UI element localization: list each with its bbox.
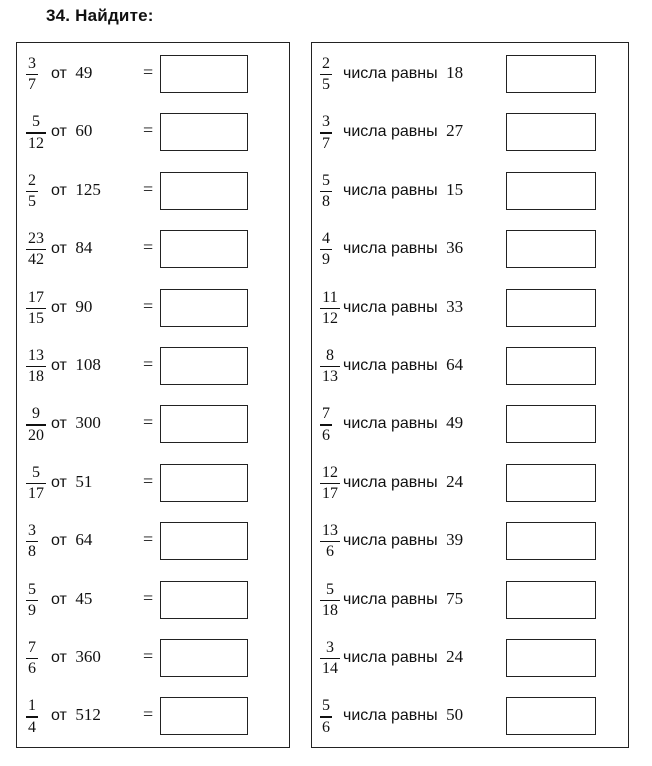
- problem-word: числа равны: [343, 65, 438, 82]
- problem-word: числа равны: [343, 649, 438, 666]
- problem-text: [51, 63, 92, 83]
- left-row: [17, 571, 289, 629]
- fraction-bar: [26, 191, 38, 192]
- right-row: [312, 512, 628, 570]
- problem-word: от: [51, 298, 67, 316]
- answer-box[interactable]: [506, 697, 596, 735]
- problem-value: 45: [75, 588, 93, 608]
- right-row: [312, 687, 628, 745]
- right-row: [312, 162, 628, 220]
- fraction: [26, 172, 38, 210]
- right-row: [312, 45, 628, 103]
- problem-word: от: [51, 123, 67, 141]
- problem-value: 300: [75, 413, 101, 433]
- fraction: [26, 639, 38, 677]
- fraction-denominator: 6: [326, 543, 334, 561]
- right-row: [312, 220, 628, 278]
- fraction-numerator: 2: [28, 171, 36, 189]
- problem-text: [51, 121, 92, 141]
- fraction-denominator: 42: [28, 251, 44, 269]
- problem-word: от: [51, 181, 67, 199]
- problem-value: 18: [446, 63, 464, 82]
- problem-value: 512: [75, 705, 101, 725]
- answer-box[interactable]: [160, 581, 248, 619]
- fraction-bar: [320, 541, 340, 542]
- fraction-numerator: 5: [326, 580, 334, 598]
- answer-box[interactable]: [506, 639, 596, 677]
- fraction-denominator: 8: [28, 543, 36, 561]
- answer-box[interactable]: [506, 581, 596, 619]
- problem-text: [343, 238, 463, 258]
- answer-box[interactable]: [506, 347, 596, 385]
- fraction: [26, 289, 46, 327]
- answer-box[interactable]: [506, 405, 596, 443]
- fraction-numerator: 13: [322, 522, 338, 540]
- left-row: [17, 687, 289, 745]
- problem-value: 90: [75, 296, 93, 316]
- fraction-numerator: 5: [28, 580, 36, 598]
- problem-text: [343, 530, 463, 550]
- fraction: [26, 581, 38, 619]
- problem-word: от: [51, 240, 67, 258]
- fraction-bar: [26, 74, 38, 75]
- problem-word: от: [51, 473, 67, 491]
- fraction-bar: [26, 424, 46, 425]
- equals-sign: =: [143, 704, 154, 725]
- answer-box[interactable]: [506, 289, 596, 327]
- problem-value: 84: [75, 238, 93, 258]
- fraction-denominator: 17: [322, 485, 338, 503]
- problem-text: [343, 589, 463, 609]
- problem-word: числа равны: [343, 298, 438, 316]
- fraction-bar: [26, 483, 46, 484]
- problem-word: числа равны: [343, 357, 438, 374]
- fraction: [320, 581, 340, 619]
- right-row: [312, 454, 628, 512]
- equals-sign: =: [143, 354, 154, 374]
- left-row: [17, 103, 289, 161]
- problem-value: 75: [446, 588, 464, 608]
- problem-word: числа равны: [343, 590, 438, 608]
- fraction: [26, 55, 38, 93]
- fraction-numerator: 9: [32, 405, 40, 423]
- answer-box[interactable]: [506, 522, 596, 560]
- problem-value: 60: [75, 121, 93, 141]
- fraction-bar: [320, 74, 332, 75]
- left-row: [17, 629, 289, 687]
- fraction-denominator: 14: [322, 660, 338, 678]
- answer-box[interactable]: [506, 172, 596, 210]
- fraction-numerator: 23: [28, 230, 44, 248]
- fraction-numerator: 5: [32, 463, 40, 481]
- answer-box[interactable]: [506, 113, 596, 151]
- fraction-denominator: 13: [322, 368, 338, 386]
- fraction: [26, 113, 46, 151]
- problem-text: [51, 355, 101, 375]
- fraction-bar: [320, 249, 332, 250]
- problem-value: 36: [446, 238, 464, 258]
- answer-box[interactable]: [160, 172, 248, 210]
- problem-text: [51, 297, 92, 317]
- equals-sign: =: [143, 412, 154, 433]
- left-row: [17, 512, 289, 570]
- fraction-bar: [26, 600, 38, 601]
- left-row: [17, 454, 289, 512]
- problem-text: [343, 63, 463, 83]
- fraction-numerator: 2: [322, 55, 330, 72]
- equals-sign: =: [143, 178, 154, 199]
- problem-value: 27: [446, 121, 464, 141]
- left-exercise-panel: [16, 42, 290, 748]
- problem-word: числа равны: [343, 181, 438, 199]
- answer-box[interactable]: [506, 55, 596, 93]
- problem-text: [343, 472, 463, 492]
- answer-box[interactable]: [160, 405, 248, 443]
- problem-word: от: [51, 590, 67, 608]
- problem-value: 33: [446, 296, 464, 316]
- fraction-numerator: 3: [322, 113, 330, 131]
- fraction-denominator: 15: [28, 309, 44, 327]
- left-row: [17, 395, 289, 453]
- fraction: [320, 172, 332, 210]
- right-exercise-panel: [311, 42, 629, 748]
- fraction: [320, 113, 332, 151]
- fraction-denominator: 5: [322, 76, 330, 94]
- problem-word: от: [51, 532, 67, 550]
- equals-sign: =: [143, 587, 154, 608]
- fraction-bar: [320, 600, 340, 601]
- fraction-bar: [26, 658, 38, 659]
- problem-word: от: [51, 357, 67, 374]
- fraction-denominator: 6: [322, 426, 330, 444]
- problem-word: от: [51, 649, 67, 666]
- fraction-numerator: 7: [322, 405, 330, 423]
- fraction-numerator: 5: [32, 113, 40, 131]
- fraction-bar: [320, 308, 340, 309]
- fraction-denominator: 5: [28, 193, 36, 211]
- fraction-numerator: 3: [326, 639, 334, 656]
- fraction: [26, 464, 46, 502]
- answer-box[interactable]: [160, 522, 248, 560]
- fraction-denominator: 20: [28, 426, 44, 444]
- right-row: [312, 337, 628, 395]
- problem-text: [51, 530, 92, 550]
- fraction-bar: [320, 658, 340, 659]
- fraction-numerator: 5: [322, 697, 330, 715]
- problem-value: 108: [75, 355, 101, 374]
- fraction-numerator: 11: [322, 288, 338, 306]
- problem-text: [51, 472, 92, 492]
- problem-word: от: [51, 707, 67, 725]
- fraction-denominator: 4: [28, 718, 36, 736]
- right-row: [312, 571, 628, 629]
- fraction-numerator: 7: [28, 639, 36, 656]
- problem-word: от: [51, 415, 67, 433]
- fraction-bar: [26, 716, 38, 717]
- fraction-bar: [26, 366, 46, 367]
- answer-box[interactable]: [506, 230, 596, 268]
- fraction-numerator: 17: [28, 288, 44, 306]
- fraction-denominator: 6: [28, 660, 36, 678]
- problem-text: [343, 121, 463, 141]
- fraction-numerator: 4: [322, 230, 330, 248]
- fraction-bar: [320, 716, 332, 717]
- fraction-numerator: 8: [326, 347, 334, 364]
- left-row: [17, 220, 289, 278]
- left-row: [17, 45, 289, 103]
- problem-value: 49: [75, 63, 93, 82]
- answer-box[interactable]: [160, 113, 248, 151]
- equals-sign: =: [143, 62, 154, 82]
- problem-word: числа равны: [343, 532, 438, 550]
- fraction: [26, 230, 46, 268]
- right-row: [312, 629, 628, 687]
- fraction-numerator: 12: [322, 463, 338, 481]
- left-row: [17, 337, 289, 395]
- answer-box[interactable]: [160, 55, 248, 93]
- fraction-bar: [26, 249, 46, 250]
- equals-sign: =: [143, 120, 154, 141]
- problem-word: числа равны: [343, 415, 438, 433]
- problem-word: числа равны: [343, 473, 438, 491]
- answer-box[interactable]: [160, 639, 248, 677]
- fraction-bar: [320, 483, 340, 484]
- fraction-bar: [26, 308, 46, 309]
- problem-text: [51, 238, 92, 258]
- problem-word: числа равны: [343, 123, 438, 141]
- problem-word: числа равны: [343, 707, 438, 725]
- problem-text: [51, 413, 101, 433]
- fraction-denominator: 12: [322, 309, 338, 327]
- problem-value: 51: [75, 471, 93, 491]
- fraction: [320, 405, 332, 443]
- fraction: [320, 347, 340, 385]
- fraction-numerator: 5: [322, 171, 330, 189]
- problem-value: 64: [75, 530, 93, 550]
- fraction: [26, 522, 38, 560]
- answer-box[interactable]: [160, 230, 248, 268]
- fraction-bar: [320, 424, 332, 425]
- fraction: [320, 55, 332, 93]
- fraction-denominator: 18: [28, 368, 44, 386]
- right-row: [312, 279, 628, 337]
- fraction-bar: [26, 132, 46, 133]
- fraction: [320, 289, 340, 327]
- fraction-denominator: 9: [322, 251, 330, 269]
- problem-value: 49: [446, 413, 464, 433]
- fraction-denominator: 12: [28, 134, 44, 152]
- exercise-title: 34. Найдите:: [46, 6, 154, 25]
- problem-text: [343, 705, 463, 725]
- fraction: [26, 697, 38, 735]
- problem-text: [343, 355, 463, 375]
- right-row: [312, 103, 628, 161]
- answer-box[interactable]: [160, 464, 248, 502]
- problem-value: 64: [446, 355, 464, 374]
- fraction-bar: [320, 191, 332, 192]
- answer-box[interactable]: [160, 697, 248, 735]
- fraction-numerator: 1: [28, 697, 36, 715]
- fraction: [320, 639, 340, 677]
- problem-text: [51, 589, 92, 609]
- fraction-denominator: 9: [28, 601, 36, 619]
- problem-text: [51, 180, 101, 200]
- problem-value: 50: [446, 705, 464, 725]
- fraction-denominator: 7: [28, 76, 36, 94]
- fraction: [26, 347, 46, 385]
- problem-value: 24: [446, 471, 464, 491]
- equals-sign: =: [143, 470, 154, 491]
- problem-value: 39: [446, 530, 464, 550]
- fraction: [320, 464, 340, 502]
- fraction-numerator: 3: [28, 522, 36, 540]
- fraction: [320, 522, 340, 560]
- problem-value: 360: [75, 647, 101, 666]
- answer-box[interactable]: [506, 464, 596, 502]
- problem-word: от: [51, 65, 67, 82]
- left-row: [17, 162, 289, 220]
- fraction-denominator: 17: [28, 485, 44, 503]
- fraction-numerator: 3: [28, 55, 36, 72]
- problem-text: [343, 180, 463, 200]
- problem-text: [51, 705, 101, 725]
- fraction-denominator: 6: [322, 718, 330, 736]
- right-row: [312, 395, 628, 453]
- equals-sign: =: [143, 237, 154, 258]
- problem-text: [343, 297, 463, 317]
- problem-text: [343, 413, 463, 433]
- problem-word: числа равны: [343, 240, 438, 258]
- problem-text: [51, 647, 101, 667]
- fraction-numerator: 13: [28, 347, 44, 364]
- fraction-denominator: 8: [322, 193, 330, 211]
- equals-sign: =: [143, 646, 154, 666]
- problem-value: 15: [446, 179, 464, 199]
- fraction: [26, 405, 46, 443]
- fraction-denominator: 18: [322, 601, 338, 619]
- equals-sign: =: [143, 529, 154, 550]
- left-row: [17, 279, 289, 337]
- problem-text: [343, 647, 463, 667]
- answer-box[interactable]: [160, 347, 248, 385]
- problem-value: 125: [75, 179, 101, 199]
- fraction-bar: [320, 366, 340, 367]
- fraction: [320, 230, 332, 268]
- problem-value: 24: [446, 647, 464, 666]
- fraction: [320, 697, 332, 735]
- fraction-bar: [320, 132, 332, 133]
- fraction-denominator: 7: [322, 134, 330, 152]
- answer-box[interactable]: [160, 289, 248, 327]
- fraction-bar: [26, 541, 38, 542]
- equals-sign: =: [143, 295, 154, 316]
